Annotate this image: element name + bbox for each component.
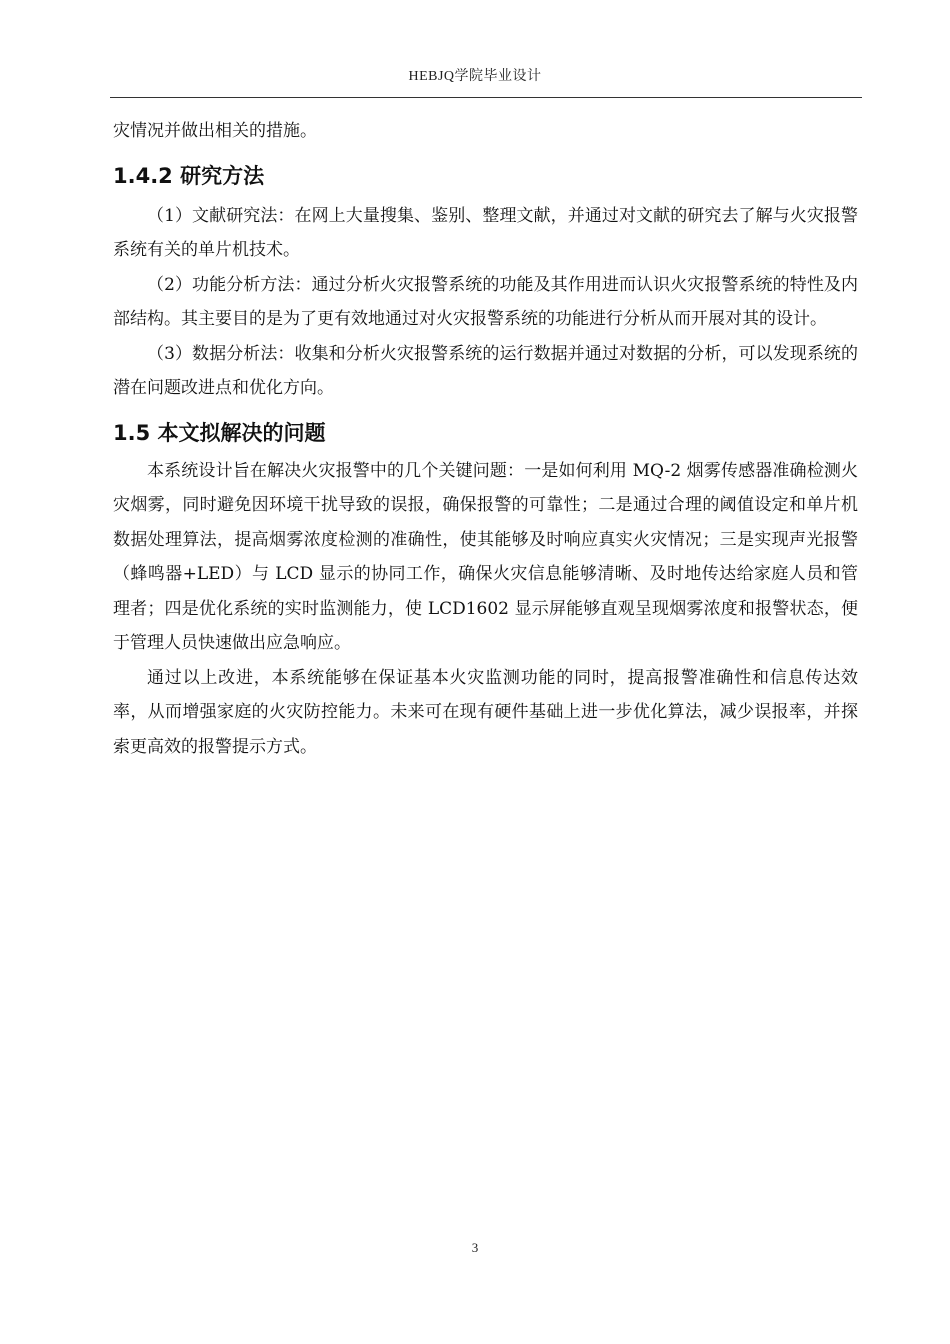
section-heading-1-4-2: 1.4.2 研究方法: [113, 163, 265, 188]
method-paragraph-literature: （1）文献研究法：在网上大量搜集、鉴别、整理文献，并通过对文献的研究去了解与火灾报警系统有关的单片机技术。: [113, 205, 858, 260]
document-body: [113, 114, 858, 764]
method-paragraph-function-analysis: （2）功能分析方法：通过分析火灾报警系统的功能及其作用进而认识火灾报警系统的特性及内部结构。其主要目的是为了更有效地通过对火灾报警系统的功能进行分析从而开展对其的设计。: [113, 274, 858, 329]
problem-paragraph-summary: 通过以上改进，本系统能够在保证基本火灾监测功能的同时，提高报警准确性和信息传达效率，从而增强家庭的火灾防控能力。未来可在现有硬件基础上进一步优化算法，减少误报率，并探索更高效的报警提示方式。: [113, 667, 858, 757]
page-number: 3: [471, 1240, 479, 1255]
method-paragraph-data-analysis: （3）数据分析法：收集和分析火灾报警系统的运行数据并通过对数据的分析，可以发现系统的潜在问题改进点和优化方向。: [113, 343, 858, 398]
header-divider: [110, 97, 862, 98]
continuation-paragraph: 灾情况并做出相关的措施。: [113, 121, 317, 141]
section-heading-1-5: 1.5 本文拟解决的问题: [113, 420, 326, 445]
page-header-title: HEBJQ学院毕业设计: [408, 69, 542, 84]
problem-paragraph-key-issues: 本系统设计旨在解决火灾报警中的几个关键问题：一是如何利用 MQ-2 烟雾传感器准确检测火灾烟雾，同时避免因环境干扰导致的误报，确保报警的可靠性；二是通过合理的阈值设定和单片机数据处理算法，提高烟雾浓度检测的准确性，使其能够及时响应真实火灾情况；三是实现声光报警（蜂鸣器+LED）与 LCD 显示的协同工作，确保火灾信息能够清晰、及时地传达给家庭人员和管理者；四是优化系统的实时监测能力，使 LCD1602 显示屏能够直观呈现烟雾浓度和报警状态，便于管理人员快速做出应急响应。: [113, 460, 858, 653]
